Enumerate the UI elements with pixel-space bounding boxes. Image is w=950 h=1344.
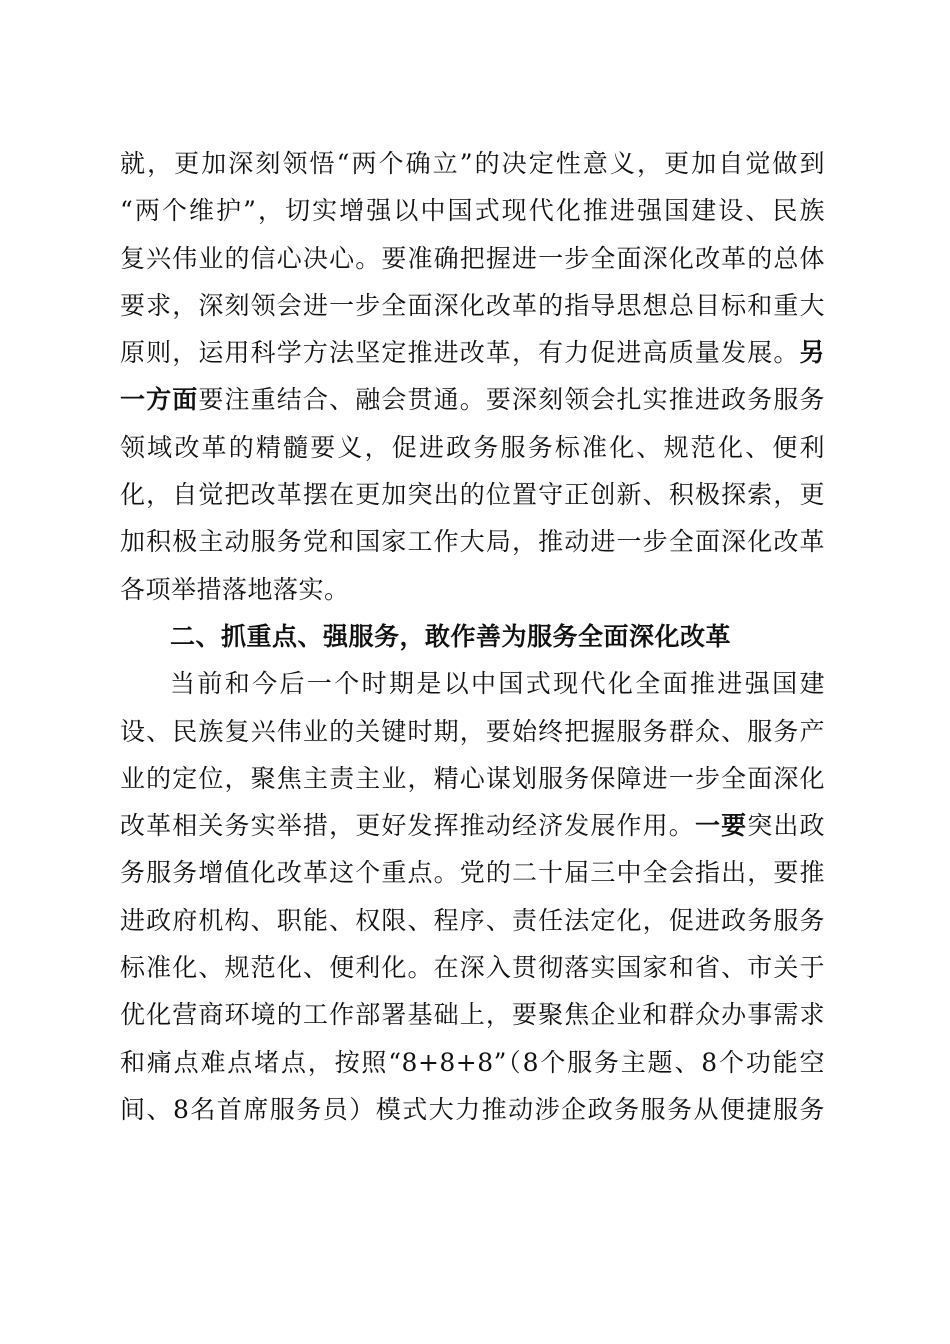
text-segment: 和痛点难点堵点，按照“8+8+8”（8个服务主题、8个功能空 — [120, 1047, 825, 1077]
bold-text-segment: 另 — [799, 338, 825, 368]
text-line — [120, 1039, 825, 1086]
text-segment: 就，更加深刻领悟“两个确立”的决定性意义，更加自觉做到 — [120, 149, 825, 178]
text-segment: 改革相关务实举措，更好发挥推动经济发展作用。 — [120, 811, 695, 841]
text-line — [120, 187, 825, 234]
text-line — [120, 566, 825, 613]
text-line — [120, 140, 825, 187]
text-line — [120, 991, 825, 1038]
text-segment: 当前和今后一个时期是以中国式现代化全面推进强国建 — [170, 669, 825, 699]
text-segment: 要注重结合、融会贯通。要深刻领会扎实推进政务服务 — [198, 385, 825, 415]
document-body — [120, 140, 825, 1133]
text-segment: 领域改革的精髓要义，促进政务服务标准化、规范化、便利 — [120, 432, 825, 462]
bold-text-segment: 一要 — [694, 811, 748, 841]
text-segment: 优化营商环境的工作部署基础上，要聚焦企业和群众办事需求 — [120, 1000, 825, 1030]
text-segment: 标准化、规范化、便利化。在深入贯彻落实国家和省、市关于 — [120, 953, 825, 983]
bold-text-segment: 二、抓重点、强服务，敢作善为服务全面深化改革 — [170, 621, 732, 651]
text-line — [120, 708, 825, 755]
text-segment: 突出政 — [747, 811, 825, 841]
text-line — [120, 518, 825, 565]
text-segment: 加积极主动服务党和国家工作大局，推动进一步全面深化改革 — [120, 527, 825, 557]
text-line — [120, 802, 825, 849]
text-line — [120, 944, 825, 991]
text-segment: 务服务增值化改革这个重点。党的二十届三中全会指出，要推 — [120, 858, 825, 888]
text-segment: “两个维护”，切实增强以中国式现代化推进强国建设、民族 — [120, 196, 825, 226]
text-line — [120, 376, 825, 423]
text-line — [120, 424, 825, 471]
text-segment: 各项举措落地落实。 — [120, 574, 350, 604]
text-line — [120, 660, 825, 707]
text-segment: 原则，运用科学方法坚定推进改革，有力促进高质量发展。 — [120, 338, 800, 368]
text-line — [120, 235, 825, 282]
text-segment: 业的定位，聚焦主责主业，精心谋划服务保障进一步全面深化 — [120, 763, 825, 793]
text-segment: 化，自觉把改革摆在更加突出的位置守正创新、积极探索，更 — [120, 480, 825, 510]
text-segment: 间、8名首席服务员）模式大力推动涉企政务服务从便捷服务 — [120, 1094, 825, 1124]
text-line — [120, 1086, 825, 1133]
bold-text-segment: 一方面 — [120, 385, 199, 415]
text-segment: 复兴伟业的信心决心。要准确把握进一步全面深化改革的总体 — [120, 243, 825, 273]
text-segment: 进政府机构、职能、权限、程序、责任法定化，促进政务服务 — [120, 905, 825, 935]
text-segment: 要求，深刻领会进一步全面深化改革的指导思想总目标和重大 — [120, 290, 825, 320]
text-line — [120, 897, 825, 944]
text-line — [120, 849, 825, 896]
text-segment: 设、民族复兴伟业的关键时期，要始终把握服务群众、服务产 — [120, 716, 825, 746]
text-line — [120, 471, 825, 518]
text-line — [120, 329, 825, 376]
text-line — [120, 755, 825, 802]
text-line — [120, 282, 825, 329]
section-heading — [120, 613, 825, 660]
